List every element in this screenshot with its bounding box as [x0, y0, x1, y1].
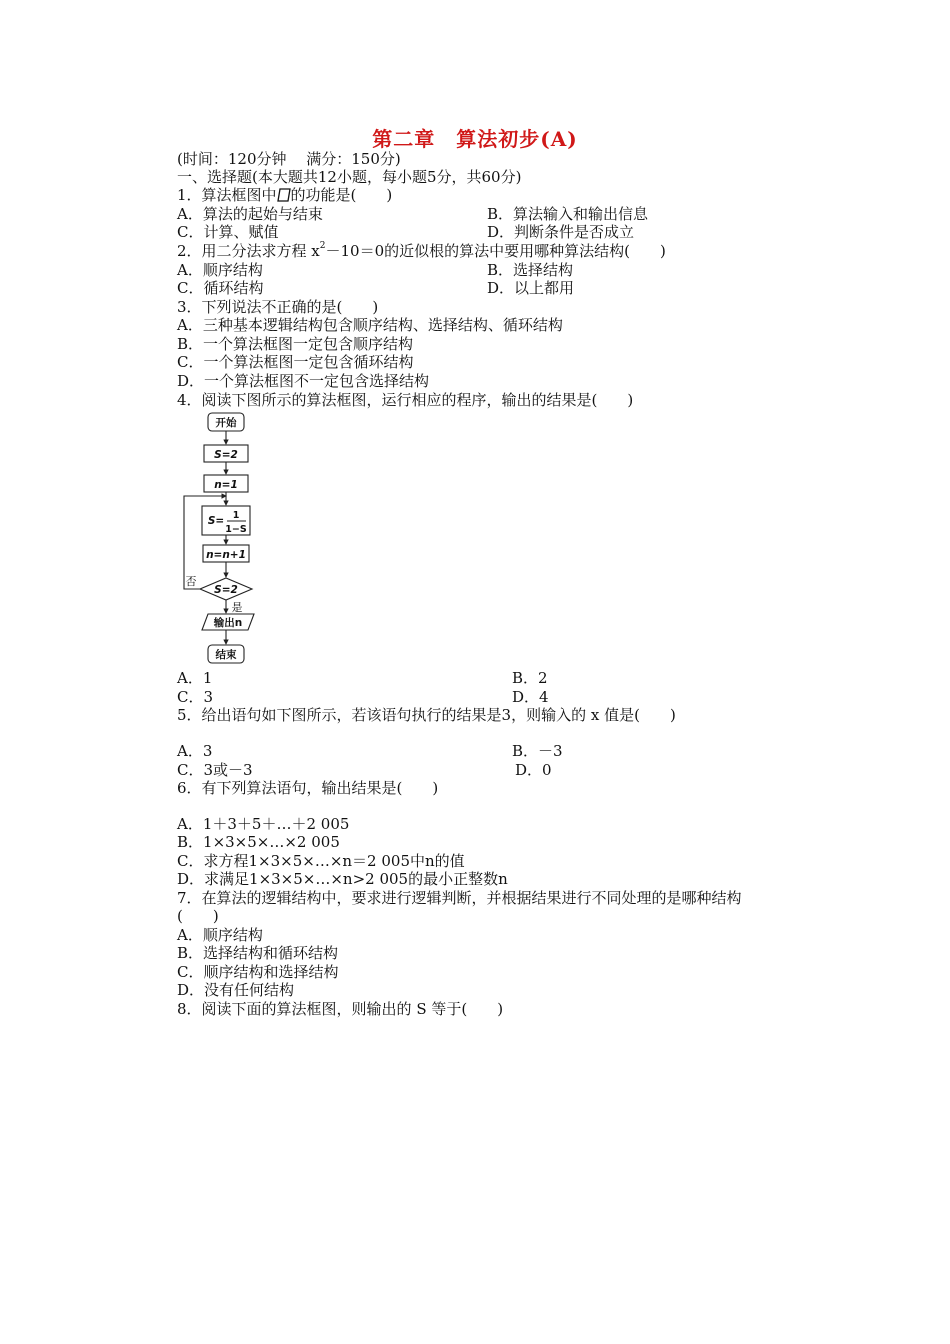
question-2-option-a: A．顺序结构	[177, 261, 263, 279]
question-6-option-d: D．求满足1×3×5×…×n>2 005的最小正整数n	[177, 870, 508, 888]
question-4-option-c: C．3	[177, 688, 214, 706]
flow-output-label: 输出n	[213, 617, 243, 629]
question-4-option-d: D．4	[512, 688, 549, 706]
question-5-option-d: D．0	[515, 761, 552, 779]
flow-start-label: 开始	[215, 417, 237, 429]
flow-frac-numerator: 1	[232, 510, 240, 521]
question-7-option-c: C．顺序结构和选择结构	[177, 963, 339, 981]
question-1-option-c: C．计算、赋值	[177, 223, 279, 241]
flowchart	[178, 408, 278, 670]
question-1-option-b: B．算法输入和输出信息	[487, 205, 649, 223]
question-7-stem: 7．在算法的逻辑结构中，要求进行逻辑判断，并根据结果进行不同处理的是哪种结构	[177, 889, 742, 907]
flow-n-init-label: n=1	[214, 479, 238, 491]
question-7-option-a: A．顺序结构	[177, 926, 263, 944]
flow-frac-denominator: 1−S	[225, 524, 247, 535]
question-1-stem: 1．算法框图中 的功能是( )	[177, 186, 393, 204]
question-1-option-d: D．判断条件是否成立	[487, 223, 635, 241]
parallelogram-icon	[277, 188, 291, 202]
question-3-option-a: A．三种基本逻辑结构包含顺序结构、选择结构、循环结构	[177, 316, 563, 334]
question-8-stem: 8．阅读下面的算法框图，则输出的 S 等于( )	[177, 1000, 504, 1018]
question-2-option-c: C．循环结构	[177, 279, 264, 297]
question-3-stem: 3．下列说法不正确的是( )	[177, 298, 379, 316]
question-3-option-b: B．一个算法框图一定包含顺序结构	[177, 335, 414, 353]
question-7-option-d: D．没有任何结构	[177, 981, 295, 999]
question-4-option-b: B．2	[512, 669, 548, 687]
question-6-option-a: A．1＋3＋5＋…＋2 005	[177, 815, 350, 833]
question-5-option-b: B．－3	[512, 742, 563, 760]
question-3-option-d: D．一个算法框图不一定包含选择结构	[177, 372, 430, 390]
section-heading: 一、选择题(本大题共12小题，每小题5分，共60分)	[177, 168, 522, 186]
flow-condition-label: S=2	[214, 584, 238, 596]
question-4-stem: 4．阅读下图所示的算法框图，运行相应的程序，输出的结果是( )	[177, 391, 634, 409]
flow-s-init-label: S=2	[214, 449, 238, 461]
flow-assign-left-label: S=	[207, 515, 225, 527]
flow-no-label: 否	[185, 575, 197, 588]
flow-yes-label: 是	[231, 601, 243, 614]
question-3-option-c: C．一个算法框图一定包含循环结构	[177, 353, 414, 371]
question-2-stem: 2．用二分法求方程 $x^2-10=0$的近似根的算法中要用哪种算法结构( )	[177, 241, 666, 260]
exam-meta: (时间：120分钟 满分：150分)	[177, 150, 401, 168]
flow-end-label: 结束	[215, 649, 237, 661]
question-6-option-c: C．求方程1×3×5×…×n＝2 005中n的值	[177, 852, 465, 870]
question-2-option-d: D．以上都用	[487, 279, 575, 297]
question-5-option-a: A．3	[177, 742, 213, 760]
question-1-option-a: A．算法的起始与结束	[177, 205, 323, 223]
flow-increment-label: n=n+1	[206, 549, 246, 561]
question-5-option-c: C．3或－3	[177, 761, 253, 779]
question-4-option-a: A．1	[177, 669, 213, 687]
question-6-stem: 6．有下列算法语句，输出结果是( )	[177, 779, 439, 797]
question-2-option-b: B．选择结构	[487, 261, 574, 279]
question-7-option-b: B．选择结构和循环结构	[177, 944, 339, 962]
question-6-option-b: B．1×3×5×…×2 005	[177, 833, 340, 851]
question-5-stem: 5．给出语句如下图所示，若该语句执行的结果是3，则输入的 x 值是( )	[177, 706, 676, 724]
question-7-stem-cont: ( )	[177, 907, 219, 925]
page-title: 第二章 算法初步(A)	[372, 127, 578, 151]
